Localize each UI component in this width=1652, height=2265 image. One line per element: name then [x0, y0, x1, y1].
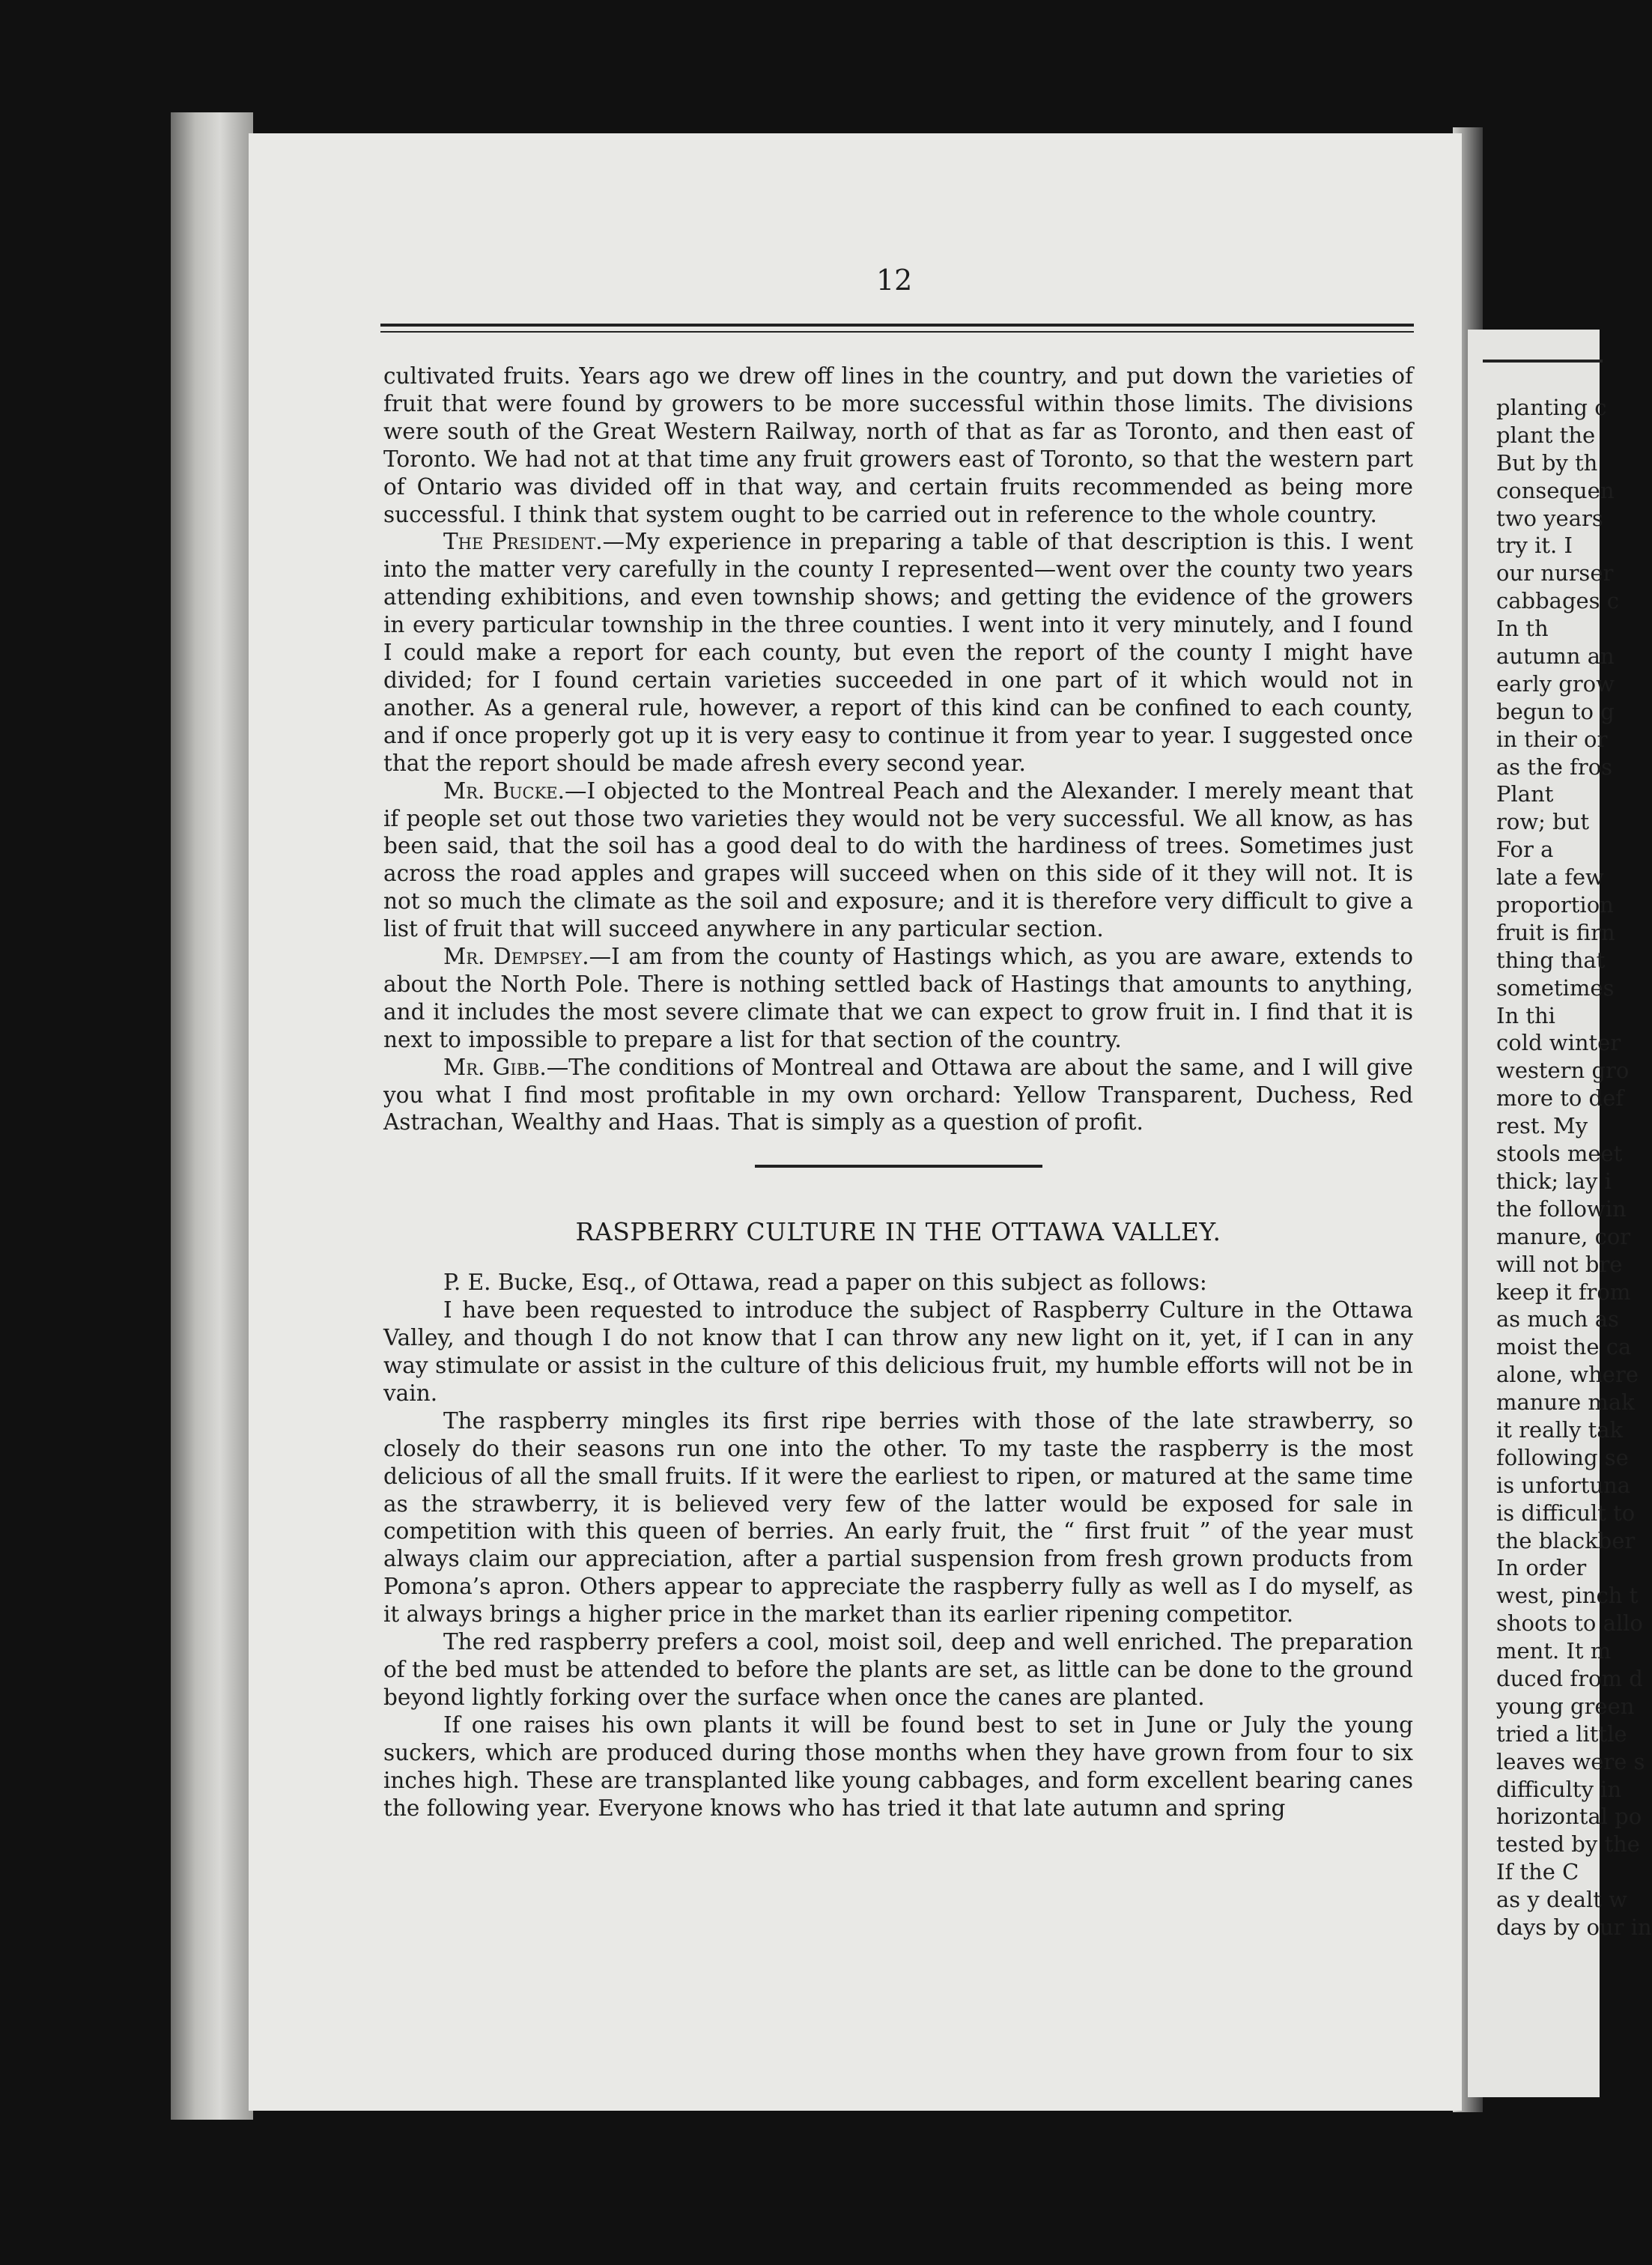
facing-page-line: cabbages c	[1496, 588, 1620, 614]
facing-page-line: In order	[1496, 1555, 1587, 1581]
facing-page-line: western gro	[1496, 1058, 1630, 1084]
paragraph: The raspberry mingles its first ripe berries with those of the late strawberry, so closely do their seasons run one into the other. To my taste the raspberry is the most delicious of all the small fruits. If it were the earliest to ripen, or matured at the same time as the strawberry, it is believed very few of the latter would be exposed for sale in competition with this queen of berries. An early fruit, the “ first fruit ” of the year must always claim our appreciation, after a partial suspension from fresh grown products from Pomona’s apron. Others appear to appreciate the raspberry fully as well as I do myself, as it always brings a higher price in the market than its earlier ripening competitor.	[383, 1407, 1413, 1628]
facing-page-line: days by our in	[1496, 1914, 1652, 1940]
facing-page-line: planting c	[1496, 395, 1607, 420]
facing-page-line: manure mak	[1496, 1389, 1635, 1416]
facing-page-line: row; but	[1496, 809, 1590, 835]
paragraph-text: My experience in preparing a table of that description is this. I went into the matter very carefully in the county I represented—went over the county two years attending exhibitions, and even township shows; and getting the evidence of the growers in every particular township in the three counties. I went into it very minutely, and I found I could make a report for each county, but even the report of the county I might have divided; for I found certain varieties succeeded in one part of it which would not in another. As a general rule, however, a report of this kind can be confined to each county, and if once properly got up it is very easy to continue it from year to year. I suggested once that the report should be made afresh every second year.	[383, 529, 1413, 776]
facing-page-line: plant the	[1496, 422, 1596, 448]
paragraph: If one raises his own plants it will be found best to set in June or July the young suckers, which are produced during those months when they have grown from four to six inches high. These are transplanted like young cabbages, and form excellent bearing canes the following year. Everyone knows who has tried it that late autumn and spring	[383, 1711, 1413, 1821]
speaker-label: Mr. Dempsey.—	[443, 944, 612, 970]
facing-page-line: as y dealt w	[1496, 1887, 1627, 1913]
paragraph: I have been requested to introduce the subject of Raspberry Culture in the Ottawa Valley, and though I do not know that I can throw any new light on it, yet, if I can in any way stimulate or assist in the culture of this delicious fruit, my humble efforts will not be in vain.	[383, 1297, 1413, 1406]
facing-page-line: in their or	[1496, 726, 1608, 752]
facing-page-line: tested by the	[1496, 1831, 1640, 1858]
facing-page-line: manure, cor	[1496, 1223, 1631, 1249]
paragraph: P. E. Bucke, Esq., of Ottawa, read a paper on this subject as follows:	[443, 1270, 1207, 1296]
facing-page-line: proportion	[1496, 892, 1614, 918]
facing-page-line: In th	[1496, 616, 1549, 642]
paragraph	[383, 528, 1413, 777]
section-separator	[755, 1165, 1042, 1168]
paragraph-text: I objected to the Montreal Peach and the Alexander. I merely meant that if people set out those two varieties they would not be very successful. We all know, as has been said, that the soil has a good deal to do with the hardiness of trees. Sometimes just across the road apples and grapes will succeed when on this side of it they will not. It is not so much the climate as the soil and exposure; and it is therefore very difficult to give a list of fruit that will succeed anywhere in any particular section.	[383, 777, 1413, 942]
facing-page-line: difficulty in	[1496, 1776, 1622, 1802]
facing-page-line: sometimes	[1496, 974, 1615, 1001]
header-rule-top	[380, 324, 1414, 327]
facing-page-line: stools meet	[1496, 1141, 1623, 1167]
facing-page-line: Plant	[1496, 781, 1554, 807]
section-heading: RASPBERRY CULTURE IN THE OTTAWA VALLEY.	[575, 1217, 1221, 1247]
paragraph-text: The conditions of Montreal and Ottawa are about the same, and I will give you what I find most profitable in my own orchard: Yellow Transparent, Duchess, Red Astrachan, Wealthy and Haas. That is simply as a question of profit.	[383, 1054, 1414, 1135]
speaker-label: The President.—	[443, 529, 625, 555]
facing-page-line: But by th	[1496, 449, 1598, 476]
facing-page-line: In thi	[1496, 1002, 1555, 1028]
facing-page-line: autumn an	[1496, 643, 1615, 670]
paragraph	[383, 943, 1413, 1054]
facing-page-line: moist the ca	[1496, 1334, 1632, 1360]
facing-page-line: more to def	[1496, 1085, 1624, 1112]
facing-page-line: following se	[1496, 1444, 1629, 1470]
facing-page-line: is difficult to	[1496, 1500, 1636, 1526]
facing-page-line: tried a little	[1496, 1720, 1627, 1747]
facing-page-line: two years	[1496, 505, 1603, 531]
speaker-label: Mr. Bucke.—	[443, 777, 587, 804]
facing-page-line: begun to g	[1496, 698, 1615, 724]
facing-page-line: as much as	[1496, 1306, 1619, 1332]
facing-page-line: will not bre	[1496, 1251, 1623, 1277]
facing-page-rule	[1483, 360, 1603, 363]
paragraph: The red raspberry prefers a cool, moist soil, deep and well enriched. The preparation of the bed must be attended to before the plants are set, as little can be done to the ground beyond lightly forking over the surface when once the canes are planted.	[383, 1629, 1413, 1710]
facing-page-text	[1496, 394, 1652, 1941]
facing-page-line: west, pinch t	[1496, 1583, 1639, 1609]
facing-page-line: keep it from	[1496, 1279, 1631, 1305]
paragraph	[383, 1054, 1413, 1137]
facing-page-line: horizontal po	[1496, 1804, 1642, 1830]
page-stack-edge	[171, 112, 253, 2120]
paragraph	[383, 777, 1413, 943]
paragraph-text: I am from the county of Hastings which, as you are aware, extends to about the North Pole. There is nothing settled back of Hastings that amounts to anything, and it includes the most severe climate that we can expect to grow fruit in. I find that it is next to impossible to prepare a list for that section of the country.	[383, 944, 1414, 1052]
paragraph: cultivated fruits. Years ago we drew off lines in the country, and put down the varieties of fruit that were found by growers to be more successful within those limits. The divisions were south of the Great Western Railway, north of that as far as Toronto, and then east of Toronto. We had not at that time any fruit growers east of Toronto, so that the western part of Ontario was divided off in that way, and certain fruits recommended as being more successful. I think that system ought to be carried out in reference to the whole country.	[383, 363, 1413, 527]
facing-page-line: cold winter	[1496, 1030, 1621, 1056]
facing-page-line: thing that	[1496, 947, 1606, 973]
facing-page-line: fruit is firn	[1496, 919, 1615, 945]
page-number: 12	[876, 264, 913, 297]
facing-page-line: alone, where	[1496, 1362, 1639, 1388]
page-body	[383, 363, 1413, 1822]
facing-page-line: is unfortuna	[1496, 1472, 1631, 1498]
facing-page-line: leaves were s	[1496, 1748, 1645, 1774]
facing-page-line: duced from d	[1496, 1665, 1643, 1691]
facing-page-line: our nurser	[1496, 560, 1614, 586]
facing-page-line: it really tak	[1496, 1416, 1624, 1443]
facing-page-line: young green	[1496, 1693, 1635, 1719]
facing-page-line: try it. I	[1496, 533, 1573, 559]
facing-page-line: rest. My	[1496, 1113, 1588, 1139]
facing-page	[1468, 330, 1652, 2097]
facing-page-line: late a few	[1496, 864, 1604, 891]
facing-page-line: as the fros	[1496, 754, 1613, 780]
facing-page-line: If the C	[1496, 1859, 1579, 1885]
facing-page-line: the followin	[1496, 1195, 1627, 1222]
facing-page-line: shoots to allo	[1496, 1610, 1643, 1637]
facing-page-line: early grow	[1496, 670, 1615, 697]
facing-page-line: thick; lay i	[1496, 1168, 1612, 1194]
facing-page-line: For a	[1496, 837, 1554, 863]
facing-page-line: ment. It m	[1496, 1638, 1612, 1664]
facing-page-line: consequen	[1496, 477, 1615, 503]
header-rule-bottom	[380, 331, 1414, 333]
facing-page-line: the blackber	[1496, 1527, 1636, 1553]
speaker-label: Mr. Gibb.—	[443, 1054, 569, 1080]
